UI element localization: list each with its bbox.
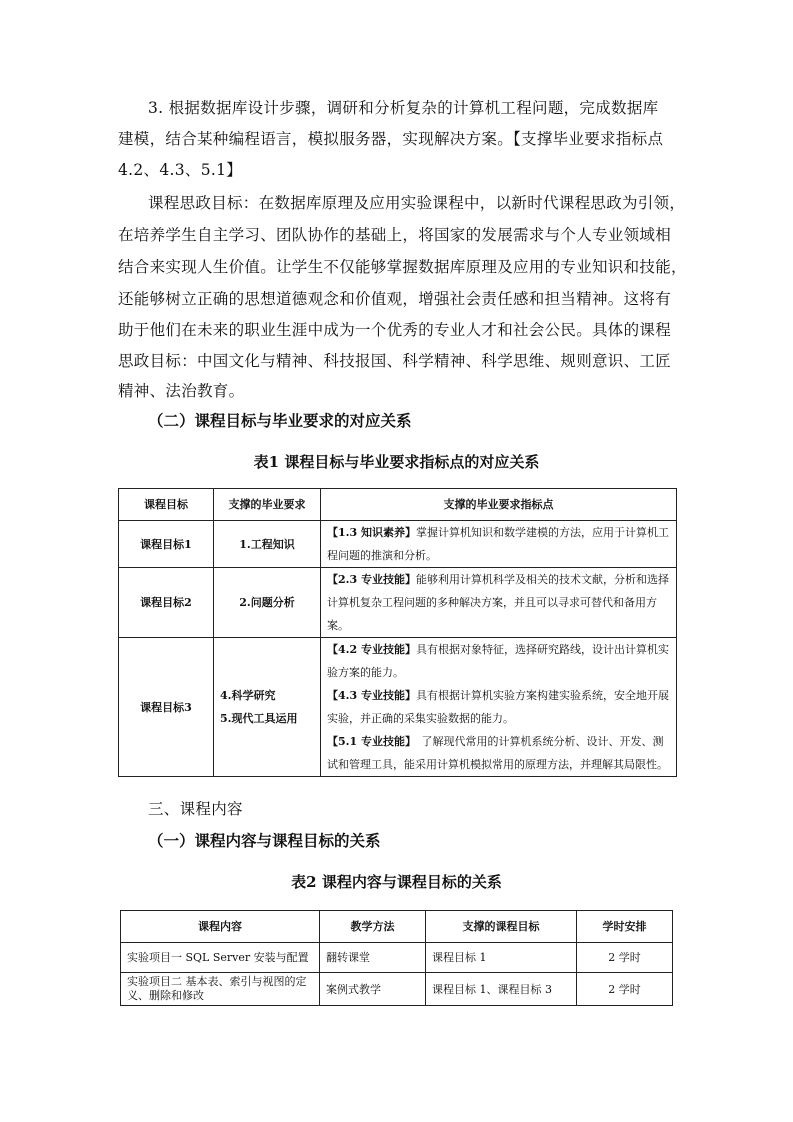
para2-line: 还能够树立正确的思想道德观念和价值观，增强社会责任感和担当精神。这将有 bbox=[118, 290, 672, 308]
table-row: 课程目标3 4.科学研究 5.现代工具运用 【4.2 专业技能】具有根据对象特征，选择研究路线，设计出计算机实验方案的能力。 【4.3 专业技能】具有根据计算机实验方案构建实验系统，安全地开展实验，并正确的采集实验数据的能力。 【5.1 专业技能】 了解现代常用的计算机系统分析、设计、开发、测试和管理工具，能采用计算机模拟常用的原理方法，并理解其局限性。 bbox=[119, 638, 677, 777]
para2-line: 精神、法治教育。 bbox=[118, 382, 245, 400]
table2-caption: 表2 课程内容与课程目标的关系 bbox=[291, 873, 502, 891]
table-row: 实验项目一 SQL Server 安装与配置 翻转课堂 课程目标 1 2 学时 bbox=[121, 943, 673, 973]
table2: 课程内容 教学方法 支撑的课程目标 学时安排 实验项目一 SQL Server 安装与配置 翻转课堂 课程目标 1 2 学时 实验项目二 基本表、索引与视图的定义、删除和修改 案例式教学 课程目标 1、课程目标 3 2 学时 bbox=[120, 910, 673, 1006]
section-heading: （二）课程目标与毕业要求的对应关系 bbox=[148, 411, 412, 430]
para2-line: 结合来实现人生价值。让学生不仅能够掌握数据库原理及应用的专业知识和技能， bbox=[118, 258, 687, 276]
para1-line: 4.2、4.3、5.1】 bbox=[118, 161, 243, 179]
para2-line: 在培养学生自主学习、团队协作的基础上，将国家的发展需求与个人专业领域相 bbox=[118, 226, 672, 244]
section-heading: （一）课程内容与课程目标的关系 bbox=[148, 831, 381, 850]
table1-header: 支撑的毕业要求 bbox=[214, 489, 321, 521]
table-row: 实验项目二 基本表、索引与视图的定义、删除和修改 案例式教学 课程目标 1、课程目标 3 2 学时 bbox=[121, 973, 673, 1006]
table1-header: 支撑的毕业要求指标点 bbox=[321, 489, 677, 521]
table-row: 课程目标1 1.工程知识 【1.3 知识素养】掌握计算机知识和数学建模的方法，应用于计算机工程问题的推演和分析。 bbox=[119, 521, 677, 568]
para2-line: 课程思政目标：在数据库原理及应用实验课程中，以新时代课程思政为引领， bbox=[148, 194, 686, 212]
table-row: 课程目标2 2.问题分析 【2.3 专业技能】能够利用计算机科学及相关的技术文献，分析和选择计算机复杂工程问题的多种解决方案，并且可以寻求可替代和备用方案。 bbox=[119, 568, 677, 638]
section-title: 三、课程内容 bbox=[148, 800, 243, 818]
para2-line: 助于他们在未来的职业生涯中成为一个优秀的专业人才和社会公民。具体的课程 bbox=[118, 321, 672, 339]
para1-line: 3. 根据数据库设计步骤，调研和分析复杂的计算机工程问题，完成数据库 bbox=[148, 99, 659, 117]
table1-caption: 表1 课程目标与毕业要求指标点的对应关系 bbox=[253, 453, 540, 471]
table1 bbox=[118, 488, 677, 777]
para1-line: 建模，结合某种编程语言，模拟服务器，实现解决方案。【支撑毕业要求指标点 bbox=[118, 130, 664, 148]
table1-header: 课程目标 bbox=[119, 489, 214, 521]
para2-line: 思政目标：中国文化与精神、科技报国、科学精神、科学思维、规则意识、工匠 bbox=[118, 352, 672, 370]
